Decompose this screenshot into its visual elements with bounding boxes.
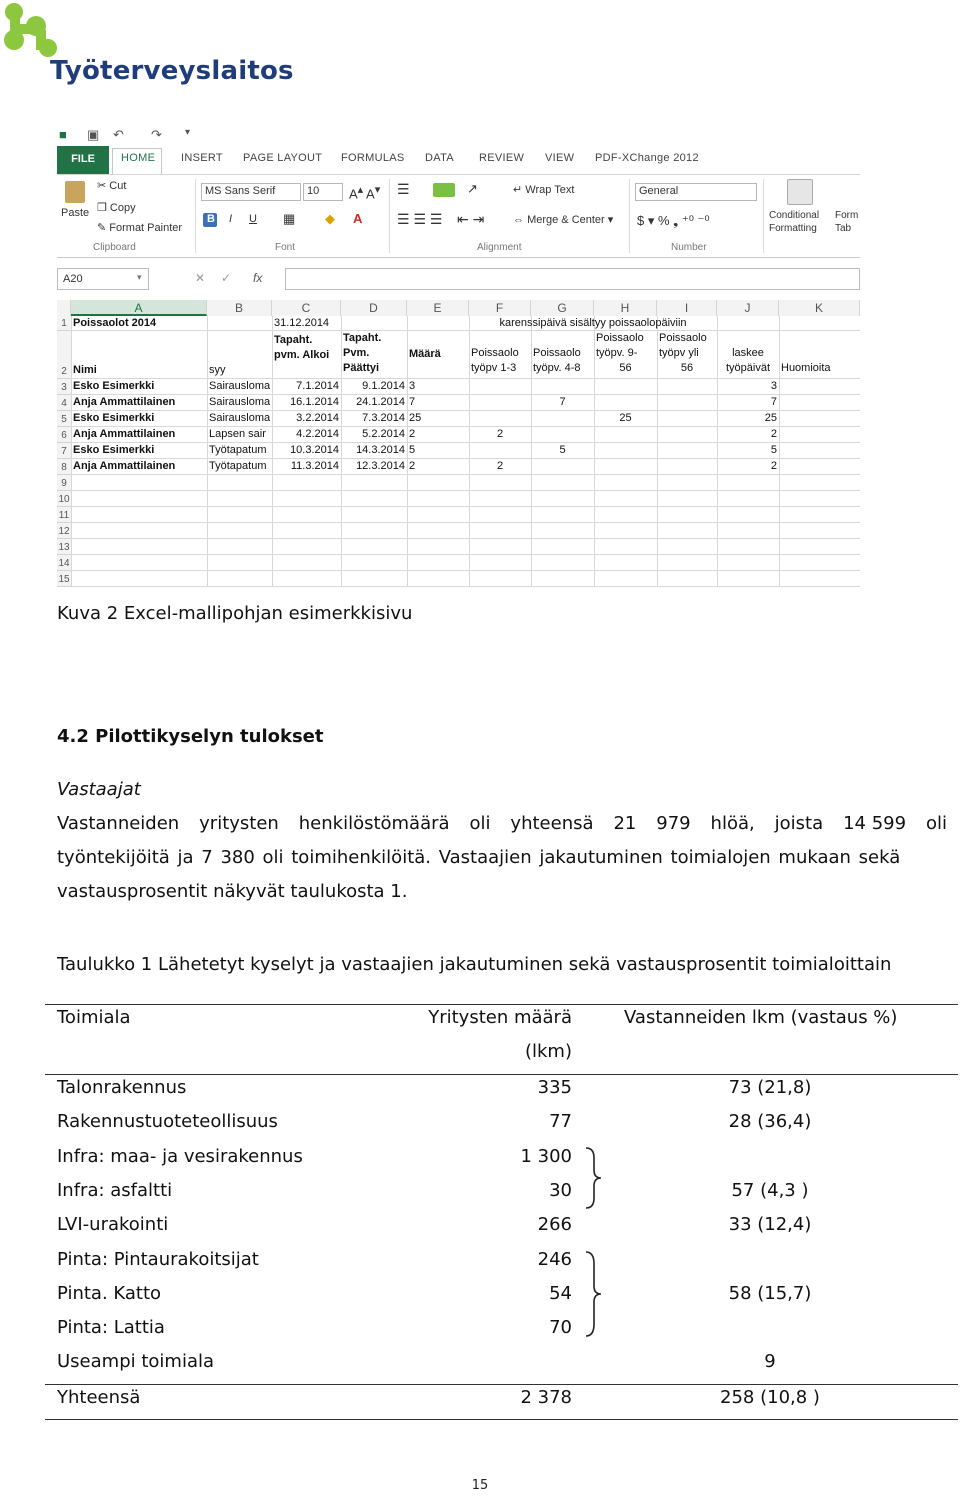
reason-cell[interactable]: Lapsen sair (209, 428, 266, 440)
word: hlöä, (710, 813, 755, 834)
ribbon (57, 174, 860, 258)
industry-cell: Infra: maa- ja vesirakennus (57, 1145, 303, 1167)
gridline (71, 490, 860, 491)
fill-color-icon[interactable]: ◆ (325, 211, 335, 226)
gridline (469, 316, 470, 587)
absence-4-8-cell[interactable]: 5 (559, 444, 566, 456)
row-header[interactable]: 4 (57, 395, 71, 411)
underline-icon[interactable]: U (249, 213, 257, 225)
companies-cell: 266 (537, 1214, 572, 1236)
tab-page-layout[interactable]: PAGE LAYOUT (243, 152, 323, 164)
table-total-rule (45, 1384, 958, 1385)
gridline (717, 316, 718, 587)
total-respondents: 258 (10,8 ) (720, 1387, 820, 1408)
header-cell[interactable]: Poissaolo (471, 347, 519, 359)
workdays-cell[interactable]: 5 (770, 444, 777, 456)
column-header[interactable]: E (407, 300, 469, 316)
align-top-icon[interactable]: ☰ (397, 181, 410, 197)
name-box-dropdown-icon[interactable]: ▾ (137, 272, 142, 282)
logo-text: Työterveyslaitos (50, 56, 294, 86)
workdays-cell[interactable]: 25 (764, 412, 777, 424)
cut-button[interactable]: ✂ Cut (97, 180, 127, 192)
word: henkilöstömäärä (298, 813, 450, 834)
workdays-cell[interactable]: 2 (770, 460, 777, 472)
tab-pdf-xchange[interactable]: PDF-XChange 2012 (595, 152, 699, 164)
redo-icon[interactable]: ↷ (151, 127, 162, 142)
table-caption: Taulukko 1 Lähetetyt kyselyt ja vastaajien jakautuminen sekä vastausprosentit toimialoittain (57, 954, 892, 975)
tab-insert[interactable]: INSERT (181, 152, 223, 164)
clipboard-group-label: Clipboard (93, 242, 136, 253)
gridline (779, 316, 780, 587)
workdays-cell[interactable]: 7 (770, 396, 777, 408)
excel-app-icon: ■ (59, 127, 67, 142)
absence-4-8-cell[interactable]: 7 (559, 396, 566, 408)
row-header[interactable]: 2 (57, 331, 71, 379)
header-cell[interactable]: Määrä (409, 348, 441, 360)
companies-cell: 335 (537, 1077, 572, 1098)
header-cell-name[interactable]: Nimi (73, 364, 97, 376)
bold-label: B (207, 213, 215, 225)
header-cell[interactable]: Huomioita (781, 362, 831, 374)
end-date-cell[interactable]: 24.1.2014 (356, 396, 405, 408)
header-cell[interactable]: työpv. 9- (596, 347, 638, 359)
start-date-cell[interactable]: 11.3.2014 (290, 460, 339, 472)
start-date-cell[interactable]: 10.3.2014 (290, 444, 339, 456)
amount-cell[interactable]: 3 (409, 380, 416, 392)
header-cell[interactable]: 56 (680, 362, 694, 374)
font-size-select[interactable]: 10 (303, 183, 343, 201)
header-cell-reason[interactable]: syy (209, 364, 226, 376)
respondents-cell: 33 (12,4) (728, 1214, 812, 1236)
grow-font-button[interactable]: A▴ A▾ (349, 184, 381, 202)
alignment-group-label: Alignment (477, 242, 522, 253)
undo-icon[interactable]: ↶ (113, 127, 124, 142)
row-header[interactable]: 9 (57, 475, 71, 491)
paste-icon[interactable] (65, 181, 85, 203)
gridline (71, 316, 72, 587)
paragraph-line-2: työntekijöitä ja 7 380 oli toimihenkilöitä. Vastaajien jakautuminen toimialojen mukaan sekä (57, 847, 901, 868)
industry-cell: Pinta: Lattia (57, 1317, 165, 1339)
word: oli (469, 813, 491, 834)
start-date-cell[interactable]: 7.1.2014 (296, 380, 339, 392)
row-header[interactable]: 8 (57, 459, 71, 475)
word: Vastanneiden (57, 813, 180, 834)
ribbon-tabs (57, 146, 860, 174)
format-painter-button[interactable]: ✎ Format Painter (97, 222, 183, 234)
industry-cell: Useampi toimiala (57, 1351, 215, 1373)
start-date-cell[interactable]: 16.1.2014 (290, 396, 339, 408)
subheading: Vastaajat (57, 779, 141, 800)
end-date-cell[interactable]: 9.1.2014 (362, 380, 405, 392)
name-cell[interactable]: Esko Esimerkki (73, 380, 155, 392)
gridline (341, 316, 342, 587)
number-format-select[interactable]: General (635, 183, 757, 201)
companies-cell: 54 (549, 1282, 572, 1304)
row-header[interactable]: 1 (57, 316, 71, 331)
end-date-cell[interactable]: 14.3.2014 (356, 444, 405, 456)
respondents-cell: 9 (764, 1351, 776, 1373)
paragraph-line-1 (57, 813, 947, 834)
industry-cell: Infra: asfaltti (57, 1179, 173, 1201)
total-companies: 2 378 (520, 1387, 572, 1408)
gridline (272, 316, 273, 587)
tab-home[interactable]: HOME (121, 152, 156, 164)
name-cell[interactable]: Esko Esimerkki (73, 444, 155, 456)
figure-caption: Kuva 2 Excel-mallipohjan esimerkkisivu (57, 603, 413, 624)
enter-icon[interactable]: ✓ (221, 271, 232, 285)
merge-center-button[interactable]: ⇔ Merge & Center ▾ (513, 214, 614, 226)
companies-cell: 246 (537, 1248, 572, 1270)
column-header[interactable]: I (657, 300, 717, 316)
insert-function-icon[interactable]: fx (253, 271, 263, 285)
brush-icon: ✎ (97, 222, 110, 234)
align-left-icon[interactable]: ☰ ☰ ☰ (397, 211, 443, 227)
respondents-cell: 58 (15,7) (728, 1282, 812, 1304)
excel-screenshot (57, 124, 860, 588)
tab-file[interactable]: FILE (57, 146, 109, 174)
tab-formulas[interactable]: FORMULAS (341, 152, 405, 164)
workdays-cell[interactable]: 2 (770, 428, 777, 440)
copy-icon: ❐ (97, 202, 110, 214)
reason-cell[interactable]: Sairausloma (209, 380, 270, 392)
header-cell[interactable]: Poissaolo (533, 347, 581, 359)
header-cell[interactable]: Tapaht. (343, 332, 382, 344)
word: joista (774, 813, 824, 834)
row-header[interactable]: 12 (57, 523, 71, 539)
gridline (71, 554, 860, 555)
industry-cell: LVI-urakointi (57, 1214, 169, 1236)
respondents-cell: 73 (21,8) (728, 1077, 812, 1098)
amount-cell[interactable]: 2 (409, 428, 416, 440)
conditional-formatting-icon[interactable] (787, 179, 813, 205)
font-color-icon[interactable]: A (353, 211, 363, 226)
amount-cell[interactable]: 2 (409, 460, 416, 472)
borders-icon[interactable]: ▦ (283, 211, 296, 226)
companies-cell: 70 (549, 1317, 572, 1339)
brace-icon (584, 1146, 604, 1210)
gridline (71, 538, 860, 539)
reason-cell[interactable]: Työtapatum (209, 460, 267, 472)
header-companies-unit: (lkm) (524, 1041, 572, 1062)
header-cell[interactable]: Pvm. (343, 347, 370, 359)
copy-button[interactable]: ❐ Copy (97, 202, 136, 214)
row-header[interactable]: 6 (57, 427, 71, 443)
page-number: 15 (471, 1478, 489, 1493)
gridline (207, 316, 208, 587)
word: oli (925, 813, 947, 834)
column-header[interactable]: H (594, 300, 657, 316)
row-header[interactable]: 15 (57, 571, 71, 587)
row-header[interactable]: 10 (57, 491, 71, 507)
total-industry: Yhteensä (57, 1387, 141, 1408)
header-cell[interactable]: työpäivät (725, 362, 771, 374)
select-all-corner[interactable] (57, 300, 71, 316)
industry-cell: Talonrakennus (57, 1077, 187, 1098)
column-header[interactable]: B (207, 300, 272, 316)
gridline (594, 316, 595, 587)
header-cell[interactable]: Tapaht. (274, 334, 313, 346)
respondents-cell: 57 (4,3 ) (731, 1179, 809, 1201)
word: 14 599 (843, 813, 907, 834)
ribbon-separator (389, 179, 390, 253)
name-cell[interactable]: Esko Esimerkki (73, 412, 155, 424)
header-respondents: Vastanneiden lkm (vastaus %) (624, 1007, 898, 1028)
reason-cell[interactable]: Työtapatum (209, 444, 267, 456)
tab-data[interactable]: DATA (425, 152, 454, 164)
column-header[interactable]: G (531, 300, 594, 316)
amount-cell[interactable]: 7 (409, 396, 416, 408)
row-header[interactable]: 5 (57, 411, 71, 427)
word: yritysten (199, 813, 279, 834)
brace-icon (584, 1250, 604, 1338)
name-cell[interactable]: Anja Ammattilainen (73, 396, 176, 408)
row-header[interactable]: 14 (57, 555, 71, 571)
header-cell[interactable]: Poissaolo (596, 332, 644, 344)
absence-1-3-cell[interactable]: 2 (496, 428, 504, 440)
column-header[interactable]: A (71, 300, 207, 316)
header-cell[interactable]: laskee (732, 347, 764, 359)
word: 979 (656, 813, 691, 834)
font-group-label: Font (275, 242, 296, 253)
industry-cell: Pinta. Katto (57, 1282, 162, 1304)
save-icon[interactable]: ▣ (87, 127, 100, 142)
number-format-icons[interactable]: $ ▾ % ❟ ⁺⁰ ⁻⁰ (637, 213, 710, 228)
format-as-table-button[interactable]: Form Tab (835, 210, 859, 234)
tab-view[interactable]: VIEW (545, 152, 575, 164)
ribbon-separator (763, 179, 764, 253)
column-header[interactable]: C (272, 300, 341, 316)
reason-cell[interactable]: Sairausloma (209, 396, 270, 408)
name-cell[interactable]: Anja Ammattilainen (73, 428, 176, 440)
table-top-rule (45, 1004, 958, 1005)
gridline (71, 522, 860, 523)
header-cell[interactable]: pvm. Alkoi (274, 349, 330, 361)
row-header[interactable]: 7 (57, 443, 71, 459)
note-cell[interactable]: karenssipäivä sisältyy poissaolopäiviin (499, 317, 687, 329)
column-header[interactable]: D (341, 300, 407, 316)
companies-cell: 30 (549, 1179, 572, 1201)
section-title: 4.2 Pilottikyselyn tulokset (57, 726, 324, 747)
align-middle-icon[interactable] (433, 183, 455, 197)
ribbon-separator (629, 179, 630, 253)
start-date-cell[interactable]: 3.2.2014 (296, 412, 339, 424)
industry-cell: Pinta: Pintaurakoitsijat (57, 1248, 259, 1270)
organization-logo (0, 0, 294, 95)
wrap-text-button[interactable]: ↵ Wrap Text (513, 184, 575, 196)
column-header[interactable]: J (717, 300, 779, 316)
merge-icon: ⇔ (513, 214, 528, 226)
start-date-cell[interactable]: 4.2.2014 (296, 428, 339, 440)
header-cell[interactable]: työpv yli (659, 347, 699, 359)
gridline (71, 474, 860, 475)
absence-1-3-cell[interactable]: 2 (496, 460, 504, 472)
gridline (71, 570, 860, 571)
wrap-icon: ↵ (513, 184, 526, 196)
header-cell[interactable]: Päättyi (343, 362, 380, 374)
quick-access-toolbar (57, 124, 860, 146)
companies-cell: 1 300 (520, 1145, 572, 1167)
header-cell[interactable]: työpv. 4-8 (533, 362, 581, 374)
absence-9-56-cell[interactable]: 25 (619, 412, 632, 424)
formula-input[interactable] (285, 268, 860, 290)
amount-cell[interactable]: 25 (409, 412, 422, 424)
tab-review[interactable]: REVIEW (479, 152, 525, 164)
end-date-cell[interactable]: 7.3.2014 (362, 412, 405, 424)
paragraph-line-3: vastausprosentit näkyvät taulukosta 1. (57, 881, 408, 902)
spreadsheet-grid (57, 300, 860, 588)
column-header[interactable]: F (469, 300, 531, 316)
paste-button[interactable]: Paste (61, 207, 90, 219)
number-group-label: Number (671, 242, 707, 253)
date-cell[interactable]: 31.12.2014 (274, 317, 330, 329)
name-cell[interactable]: Anja Ammattilainen (73, 460, 176, 472)
gridline (407, 316, 408, 587)
table-header-rule (45, 1074, 958, 1075)
customize-toolbar-icon[interactable]: ▾ (185, 127, 191, 138)
industry-cell: Rakennustuoteteollisuus (57, 1111, 278, 1133)
companies-cell: 77 (549, 1111, 572, 1133)
header-industry: Toimiala (57, 1007, 131, 1028)
orientation-icon[interactable]: ↗ (467, 181, 478, 196)
header-cell[interactable]: Poissaolo (659, 332, 707, 344)
row-header[interactable]: 11 (57, 507, 71, 523)
header-companies: Yritysten määrä (428, 1007, 572, 1028)
column-header[interactable]: K (779, 300, 860, 316)
end-date-cell[interactable]: 12.3.2014 (356, 460, 405, 472)
word: yhteensä (510, 813, 594, 834)
row-header[interactable]: 3 (57, 379, 71, 395)
italic-icon[interactable]: I (229, 213, 233, 225)
scissors-icon: ✂ (97, 180, 110, 192)
cancel-icon[interactable]: ✕ (195, 271, 206, 285)
sheet-title-cell[interactable]: Poissaolot 2014 (73, 317, 157, 329)
word: 21 (613, 813, 637, 834)
name-box[interactable]: A20 (57, 268, 149, 290)
reason-cell[interactable]: Sairausloma (209, 412, 270, 424)
gridline (71, 506, 860, 507)
workdays-cell[interactable]: 3 (770, 380, 777, 392)
ribbon-separator (195, 179, 196, 253)
gridline (657, 316, 658, 587)
indent-icon[interactable]: ⇤ ⇥ (457, 211, 485, 227)
amount-cell[interactable]: 5 (409, 444, 416, 456)
row-header[interactable]: 13 (57, 539, 71, 555)
header-cell[interactable]: 56 (619, 362, 632, 374)
conditional-formatting-button[interactable]: Conditional Formatting (769, 210, 820, 234)
table-bottom-rule (45, 1419, 958, 1420)
header-cell[interactable]: työpv 1-3 (471, 362, 517, 374)
formula-bar (57, 268, 860, 290)
respondents-cell: 28 (36,4) (728, 1111, 812, 1133)
end-date-cell[interactable]: 5.2.2014 (362, 428, 405, 440)
gridline (531, 316, 532, 587)
gridline (71, 586, 860, 587)
font-name-select[interactable]: MS Sans Serif (201, 183, 301, 201)
